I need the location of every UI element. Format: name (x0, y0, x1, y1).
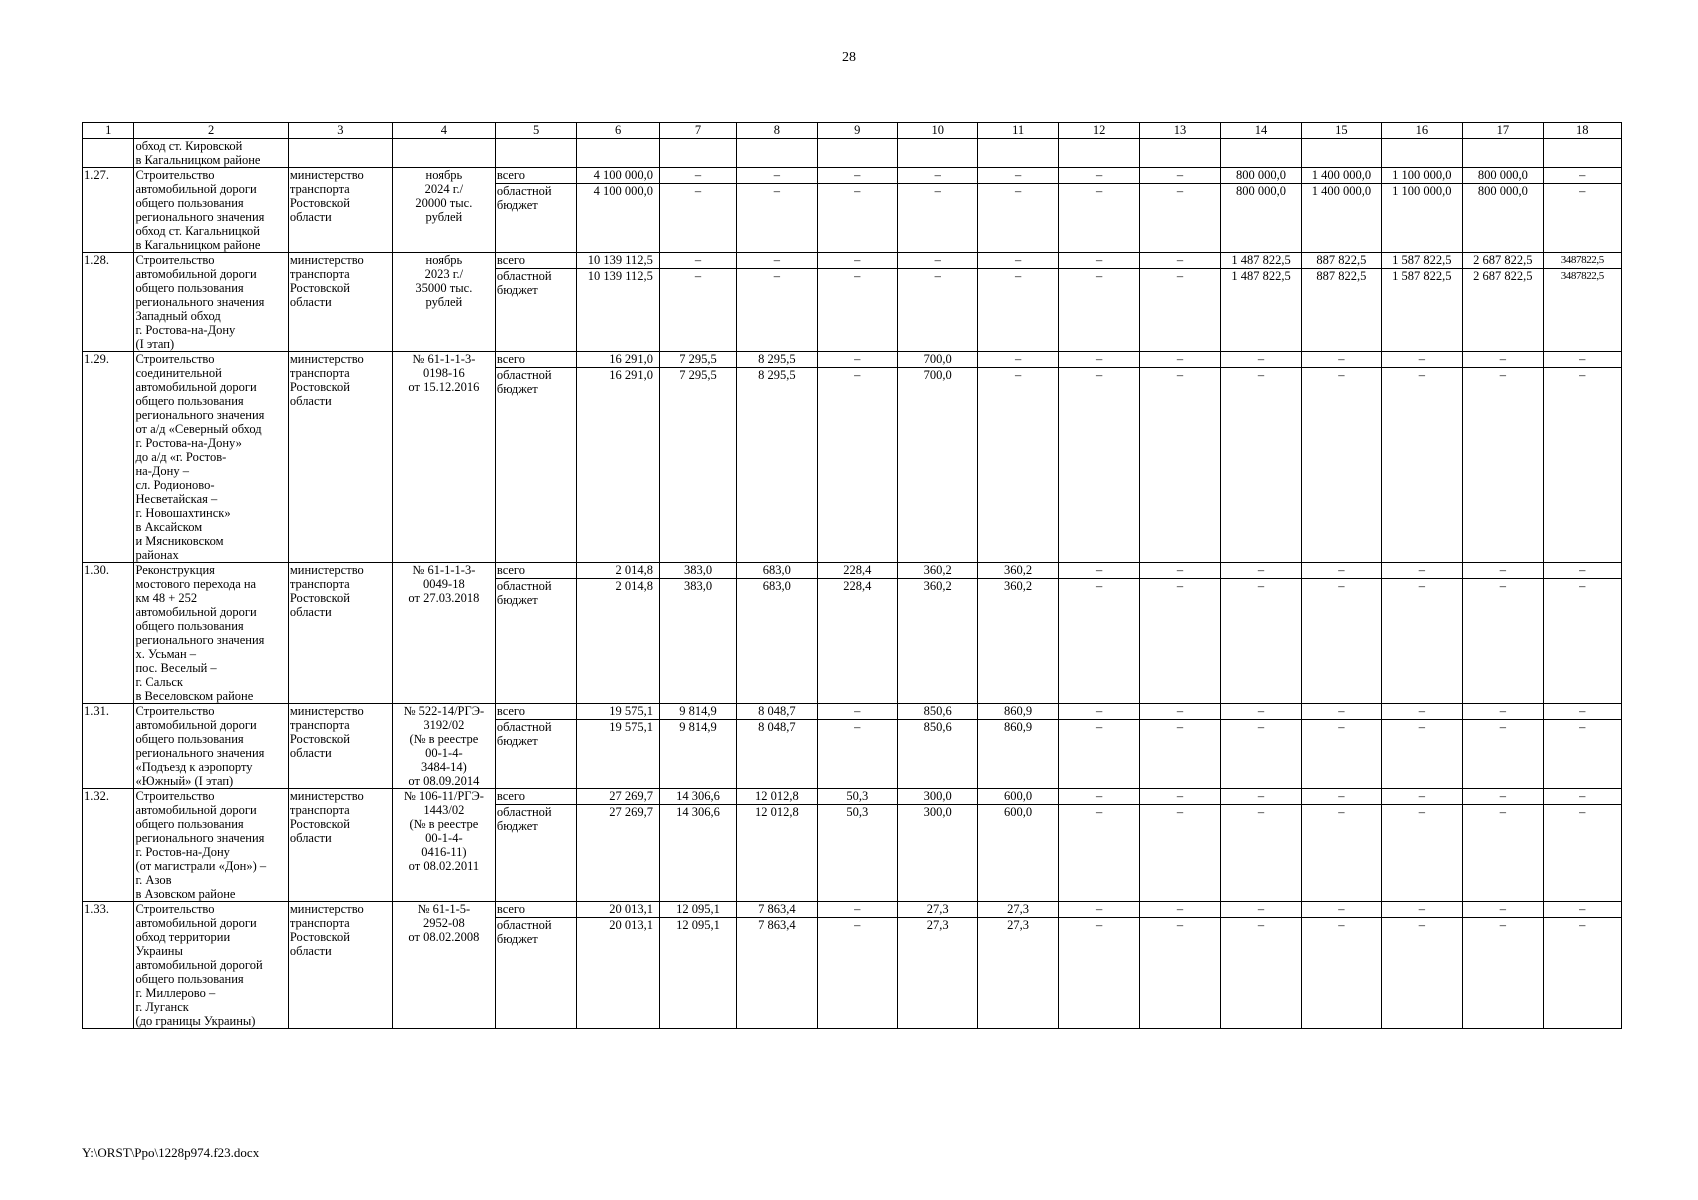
funding-source-cell: всего (495, 563, 577, 579)
value-cell: 19 575,1 (577, 720, 660, 789)
column-number: 15 (1302, 123, 1381, 139)
value-cell: – (978, 184, 1058, 253)
value-cell: 27,3 (978, 918, 1058, 1029)
page-number: 28 (842, 50, 856, 65)
value-cell: – (1140, 253, 1220, 269)
value-cell: – (1058, 269, 1140, 352)
value-cell: 300,0 (897, 789, 977, 805)
executor-cell: министерство транспорта Ростовской области (288, 168, 392, 253)
value-cell: 360,2 (897, 579, 977, 704)
value-cell: 1 587 822,5 (1381, 253, 1463, 269)
empty-cell (978, 139, 1058, 168)
value-cell: 27,3 (897, 902, 977, 918)
document-cell: № 61-1-1-3- 0198-16 от 15.12.2016 (392, 352, 495, 563)
value-cell: – (1220, 789, 1302, 805)
value-cell: 7 863,4 (737, 918, 817, 1029)
value-cell: 16 291,0 (577, 352, 660, 368)
funding-source-cell: всего (495, 902, 577, 918)
value-cell: – (1381, 563, 1463, 579)
value-cell: 300,0 (897, 805, 977, 902)
value-cell: – (1381, 902, 1463, 918)
column-number: 4 (392, 123, 495, 139)
value-cell: – (1463, 902, 1543, 918)
value-cell: – (1140, 352, 1220, 368)
value-cell: 383,0 (659, 579, 736, 704)
object-name-cell: Строительство автомобильной дороги общего пользования регионального значения г. Ростов-на-Дону (от магистрали «Дон») – г. Азов в Азовском районе (134, 789, 288, 902)
column-number: 17 (1463, 123, 1543, 139)
value-cell: 800 000,0 (1463, 184, 1543, 253)
value-cell: – (1543, 704, 1621, 720)
value-cell: – (1302, 918, 1381, 1029)
value-cell: – (1058, 253, 1140, 269)
value-cell: – (817, 368, 897, 563)
value-cell: – (897, 184, 977, 253)
column-number: 1 (83, 123, 134, 139)
row-number-cell: 1.33. (83, 902, 134, 1029)
value-cell: 1 100 000,0 (1381, 168, 1463, 184)
object-name-cell: Строительство автомобильной дороги общего пользования регионального значения Западный обход г. Ростова-на-Дону (I этап) (134, 253, 288, 352)
value-cell: – (1140, 563, 1220, 579)
value-cell: – (1463, 704, 1543, 720)
executor-cell: министерство транспорта Ростовской области (288, 563, 392, 704)
funding-source-cell: областной бюджет (495, 184, 577, 253)
value-cell: – (1220, 368, 1302, 563)
value-cell: – (1543, 168, 1621, 184)
value-cell: 50,3 (817, 805, 897, 902)
value-cell: 700,0 (897, 352, 977, 368)
row-number-cell: 1.29. (83, 352, 134, 563)
funding-source-cell: всего (495, 352, 577, 368)
funding-source-cell: всего (495, 789, 577, 805)
value-cell: – (978, 253, 1058, 269)
value-cell: – (1058, 368, 1140, 563)
value-cell: 860,9 (978, 720, 1058, 789)
value-cell: 4 100 000,0 (577, 184, 660, 253)
value-cell: 4 100 000,0 (577, 168, 660, 184)
funding-source-cell: всего (495, 168, 577, 184)
value-cell: – (1220, 579, 1302, 704)
value-cell: 9 814,9 (659, 704, 736, 720)
value-cell: – (1302, 902, 1381, 918)
value-cell: – (1220, 902, 1302, 918)
funding-source-cell: всего (495, 704, 577, 720)
value-cell: – (1463, 805, 1543, 902)
value-cell: – (659, 184, 736, 253)
value-cell: – (1140, 805, 1220, 902)
value-cell: – (1381, 805, 1463, 902)
value-cell: – (978, 352, 1058, 368)
row-number-cell: 1.28. (83, 253, 134, 352)
value-cell: – (1220, 352, 1302, 368)
value-cell: – (1463, 720, 1543, 789)
value-cell: – (1543, 720, 1621, 789)
value-cell: – (1140, 720, 1220, 789)
value-cell: 7 295,5 (659, 352, 736, 368)
executor-cell: министерство транспорта Ростовской области (288, 902, 392, 1029)
value-cell: – (1543, 368, 1621, 563)
value-cell: – (817, 918, 897, 1029)
table-row (83, 902, 1622, 918)
value-cell: 850,6 (897, 720, 977, 789)
carryover-row (83, 139, 1622, 168)
empty-cell (897, 139, 977, 168)
value-cell: – (1302, 579, 1381, 704)
value-cell: 600,0 (978, 805, 1058, 902)
executor-cell: министерство транспорта Ростовской области (288, 789, 392, 902)
value-cell: – (1140, 579, 1220, 704)
value-cell: – (817, 352, 897, 368)
value-cell: 3487822,5 (1543, 269, 1621, 352)
row-number-cell: 1.30. (83, 563, 134, 704)
column-number: 11 (978, 123, 1058, 139)
budget-table-container (82, 122, 1622, 1029)
value-cell: 360,2 (897, 563, 977, 579)
value-cell: – (897, 253, 977, 269)
value-cell: 8 295,5 (737, 368, 817, 563)
value-cell: 50,3 (817, 789, 897, 805)
value-cell: – (1058, 805, 1140, 902)
object-name-cell: обход ст. Кировской в Кагальницком районе (134, 139, 288, 168)
column-number: 16 (1381, 123, 1463, 139)
value-cell: 860,9 (978, 704, 1058, 720)
value-cell: – (1381, 704, 1463, 720)
value-cell: – (817, 704, 897, 720)
empty-cell (495, 139, 577, 168)
document-cell: ноябрь 2023 г./ 35000 тыс. рублей (392, 253, 495, 352)
value-cell: – (737, 253, 817, 269)
value-cell: 27 269,7 (577, 805, 660, 902)
value-cell: 14 306,6 (659, 789, 736, 805)
column-number: 7 (659, 123, 736, 139)
empty-cell (737, 139, 817, 168)
column-number: 13 (1140, 123, 1220, 139)
value-cell: – (897, 168, 977, 184)
value-cell: – (737, 184, 817, 253)
value-cell: – (1302, 352, 1381, 368)
value-cell: 228,4 (817, 563, 897, 579)
value-cell: – (897, 269, 977, 352)
value-cell: – (1302, 789, 1381, 805)
object-name-cell: Строительство соединительной автомобильной дороги общего пользования регионального значения от а/д «Северный обход г. Ростова-на-Дону» до а/д «г. Ростов- на-Дону – сл. Родионово- Несветайская – г. Новошахтинск» в Аксайском и Мясниковском районах (134, 352, 288, 563)
value-cell: – (1058, 563, 1140, 579)
value-cell: 1 400 000,0 (1302, 184, 1381, 253)
value-cell: 1 487 822,5 (1220, 253, 1302, 269)
value-cell: – (1058, 579, 1140, 704)
value-cell: 383,0 (659, 563, 736, 579)
document-cell: ноябрь 2024 г./ 20000 тыс. рублей (392, 168, 495, 253)
value-cell: – (1543, 184, 1621, 253)
value-cell: – (1463, 918, 1543, 1029)
document-cell: № 61-1-1-3- 0049-18 от 27.03.2018 (392, 563, 495, 704)
funding-source-cell: областной бюджет (495, 918, 577, 1029)
value-cell: – (1058, 789, 1140, 805)
value-cell: – (1140, 168, 1220, 184)
table-row (83, 168, 1622, 184)
value-cell: – (1381, 918, 1463, 1029)
funding-source-cell: областной бюджет (495, 368, 577, 563)
empty-cell (1220, 139, 1302, 168)
funding-source-cell: областной бюджет (495, 579, 577, 704)
document-cell: № 522-14/РГЭ- 3192/02 (№ в реестре 00-1-4- 3484-14) от 08.09.2014 (392, 704, 495, 789)
empty-cell (817, 139, 897, 168)
value-cell: 7 295,5 (659, 368, 736, 563)
row-number-cell: 1.32. (83, 789, 134, 902)
value-cell: – (978, 269, 1058, 352)
column-number: 6 (577, 123, 660, 139)
value-cell: – (1302, 563, 1381, 579)
executor-cell: министерство транспорта Ростовской области (288, 253, 392, 352)
value-cell: – (817, 168, 897, 184)
value-cell: – (817, 269, 897, 352)
value-cell: – (1058, 918, 1140, 1029)
column-number-row (83, 123, 1622, 139)
value-cell: 27,3 (978, 902, 1058, 918)
value-cell: – (817, 184, 897, 253)
empty-cell (1381, 139, 1463, 168)
value-cell: – (817, 720, 897, 789)
value-cell: 683,0 (737, 563, 817, 579)
value-cell: – (1140, 184, 1220, 253)
value-cell: – (1058, 184, 1140, 253)
value-cell: – (1140, 269, 1220, 352)
file-path-footer: Y:\ORST\Ppo\1228p974.f23.docx (82, 1145, 260, 1160)
row-number-cell: 1.27. (83, 168, 134, 253)
value-cell: – (1463, 579, 1543, 704)
value-cell: 19 575,1 (577, 704, 660, 720)
column-number: 12 (1058, 123, 1140, 139)
value-cell: 2 687 822,5 (1463, 269, 1543, 352)
value-cell: – (1543, 789, 1621, 805)
value-cell: – (1543, 805, 1621, 902)
column-number: 18 (1543, 123, 1621, 139)
value-cell: – (1463, 789, 1543, 805)
table-row (83, 563, 1622, 579)
document-cell: № 106-11/РГЭ- 1443/02 (№ в реестре 00-1-4- 0416-11) от 08.02.2011 (392, 789, 495, 902)
value-cell: 8 048,7 (737, 720, 817, 789)
table-row (83, 253, 1622, 269)
funding-source-cell: областной бюджет (495, 269, 577, 352)
empty-cell (1140, 139, 1220, 168)
value-cell: – (1543, 563, 1621, 579)
value-cell: 2 014,8 (577, 563, 660, 579)
value-cell: – (1302, 368, 1381, 563)
value-cell: – (1220, 918, 1302, 1029)
value-cell: – (1058, 704, 1140, 720)
value-cell: 27,3 (897, 918, 977, 1029)
column-number: 14 (1220, 123, 1302, 139)
table-row (83, 704, 1622, 720)
executor-cell: министерство транспорта Ростовской области (288, 352, 392, 563)
value-cell: – (1058, 902, 1140, 918)
value-cell: – (1463, 352, 1543, 368)
value-cell: 27 269,7 (577, 789, 660, 805)
value-cell: – (1381, 579, 1463, 704)
value-cell: 12 095,1 (659, 918, 736, 1029)
value-cell: 12 095,1 (659, 902, 736, 918)
value-cell: – (659, 269, 736, 352)
value-cell: 2 687 822,5 (1463, 253, 1543, 269)
value-cell: – (1463, 368, 1543, 563)
value-cell: – (659, 253, 736, 269)
column-number: 9 (817, 123, 897, 139)
empty-cell (577, 139, 660, 168)
value-cell: 600,0 (978, 789, 1058, 805)
funding-source-cell: областной бюджет (495, 805, 577, 902)
value-cell: 360,2 (978, 579, 1058, 704)
object-name-cell: Реконструкция мостового перехода на км 48 + 252 автомобильной дороги общего пользования регионального значения х. Усьман – пос. Веселый – г. Сальск в Веселовском районе (134, 563, 288, 704)
column-number: 5 (495, 123, 577, 139)
empty-cell (1543, 139, 1621, 168)
value-cell: – (1140, 902, 1220, 918)
value-cell: 10 139 112,5 (577, 269, 660, 352)
value-cell: – (1220, 805, 1302, 902)
value-cell: – (659, 168, 736, 184)
value-cell: 12 012,8 (737, 789, 817, 805)
empty-cell (392, 139, 495, 168)
value-cell: – (1302, 720, 1381, 789)
value-cell: – (1543, 352, 1621, 368)
value-cell: – (1381, 368, 1463, 563)
executor-cell: министерство транспорта Ростовской области (288, 704, 392, 789)
value-cell: – (1058, 168, 1140, 184)
value-cell: – (978, 368, 1058, 563)
value-cell: – (1543, 902, 1621, 918)
value-cell: 887 822,5 (1302, 269, 1381, 352)
value-cell: – (737, 168, 817, 184)
value-cell: 12 012,8 (737, 805, 817, 902)
budget-table (82, 122, 1622, 1029)
value-cell: 683,0 (737, 579, 817, 704)
value-cell: – (1381, 789, 1463, 805)
value-cell: – (1058, 720, 1140, 789)
object-name-cell: Строительство автомобильной дороги общего пользования регионального значения обход ст. Кагальницкой в Кагальницком районе (134, 168, 288, 253)
value-cell: – (1140, 918, 1220, 1029)
value-cell: 14 306,6 (659, 805, 736, 902)
value-cell: 850,6 (897, 704, 977, 720)
column-number: 2 (134, 123, 288, 139)
value-cell: 1 487 822,5 (1220, 269, 1302, 352)
empty-cell (1302, 139, 1381, 168)
value-cell: 1 400 000,0 (1302, 168, 1381, 184)
value-cell: – (737, 269, 817, 352)
value-cell: – (1220, 563, 1302, 579)
value-cell: 800 000,0 (1220, 168, 1302, 184)
value-cell: 3487822,5 (1543, 253, 1621, 269)
value-cell: 800 000,0 (1463, 168, 1543, 184)
value-cell: – (1302, 805, 1381, 902)
column-number: 10 (897, 123, 977, 139)
value-cell: 10 139 112,5 (577, 253, 660, 269)
value-cell: – (1140, 704, 1220, 720)
value-cell: 9 814,9 (659, 720, 736, 789)
value-cell: 7 863,4 (737, 902, 817, 918)
value-cell: 16 291,0 (577, 368, 660, 563)
value-cell: – (1381, 352, 1463, 368)
value-cell: – (1220, 704, 1302, 720)
value-cell: – (1381, 720, 1463, 789)
value-cell: 8 295,5 (737, 352, 817, 368)
value-cell: – (1058, 352, 1140, 368)
value-cell: – (817, 902, 897, 918)
funding-source-cell: всего (495, 253, 577, 269)
object-name-cell: Строительство автомобильной дороги обход территории Украины автомобильной дорогой общего пользования г. Миллерово – г. Луганск (до границы Украины) (134, 902, 288, 1029)
value-cell: 20 013,1 (577, 902, 660, 918)
value-cell: – (1140, 368, 1220, 563)
value-cell: – (817, 253, 897, 269)
value-cell: 20 013,1 (577, 918, 660, 1029)
column-number: 8 (737, 123, 817, 139)
value-cell: – (1543, 579, 1621, 704)
value-cell: – (1140, 789, 1220, 805)
table-row (83, 352, 1622, 368)
empty-cell (288, 139, 392, 168)
value-cell: 8 048,7 (737, 704, 817, 720)
value-cell: – (978, 168, 1058, 184)
document-cell: № 61-1-5- 2952-08 от 08.02.2008 (392, 902, 495, 1029)
value-cell: 1 587 822,5 (1381, 269, 1463, 352)
value-cell: 228,4 (817, 579, 897, 704)
value-cell: 800 000,0 (1220, 184, 1302, 253)
table-row (83, 789, 1622, 805)
object-name-cell: Строительство автомобильной дороги общего пользования регионального значения «Подъезд к аэропорту «Южный» (I этап) (134, 704, 288, 789)
value-cell: 360,2 (978, 563, 1058, 579)
empty-cell (1058, 139, 1140, 168)
table-body (83, 123, 1622, 1029)
value-cell: 700,0 (897, 368, 977, 563)
value-cell: – (1543, 918, 1621, 1029)
column-number: 3 (288, 123, 392, 139)
value-cell: – (1463, 563, 1543, 579)
value-cell: 1 100 000,0 (1381, 184, 1463, 253)
value-cell: 887 822,5 (1302, 253, 1381, 269)
row-number-cell: 1.31. (83, 704, 134, 789)
value-cell: – (1220, 720, 1302, 789)
value-cell: – (1302, 704, 1381, 720)
value-cell: 2 014,8 (577, 579, 660, 704)
funding-source-cell: областной бюджет (495, 720, 577, 789)
empty-cell (659, 139, 736, 168)
empty-cell (1463, 139, 1543, 168)
row-number-cell (83, 139, 134, 168)
